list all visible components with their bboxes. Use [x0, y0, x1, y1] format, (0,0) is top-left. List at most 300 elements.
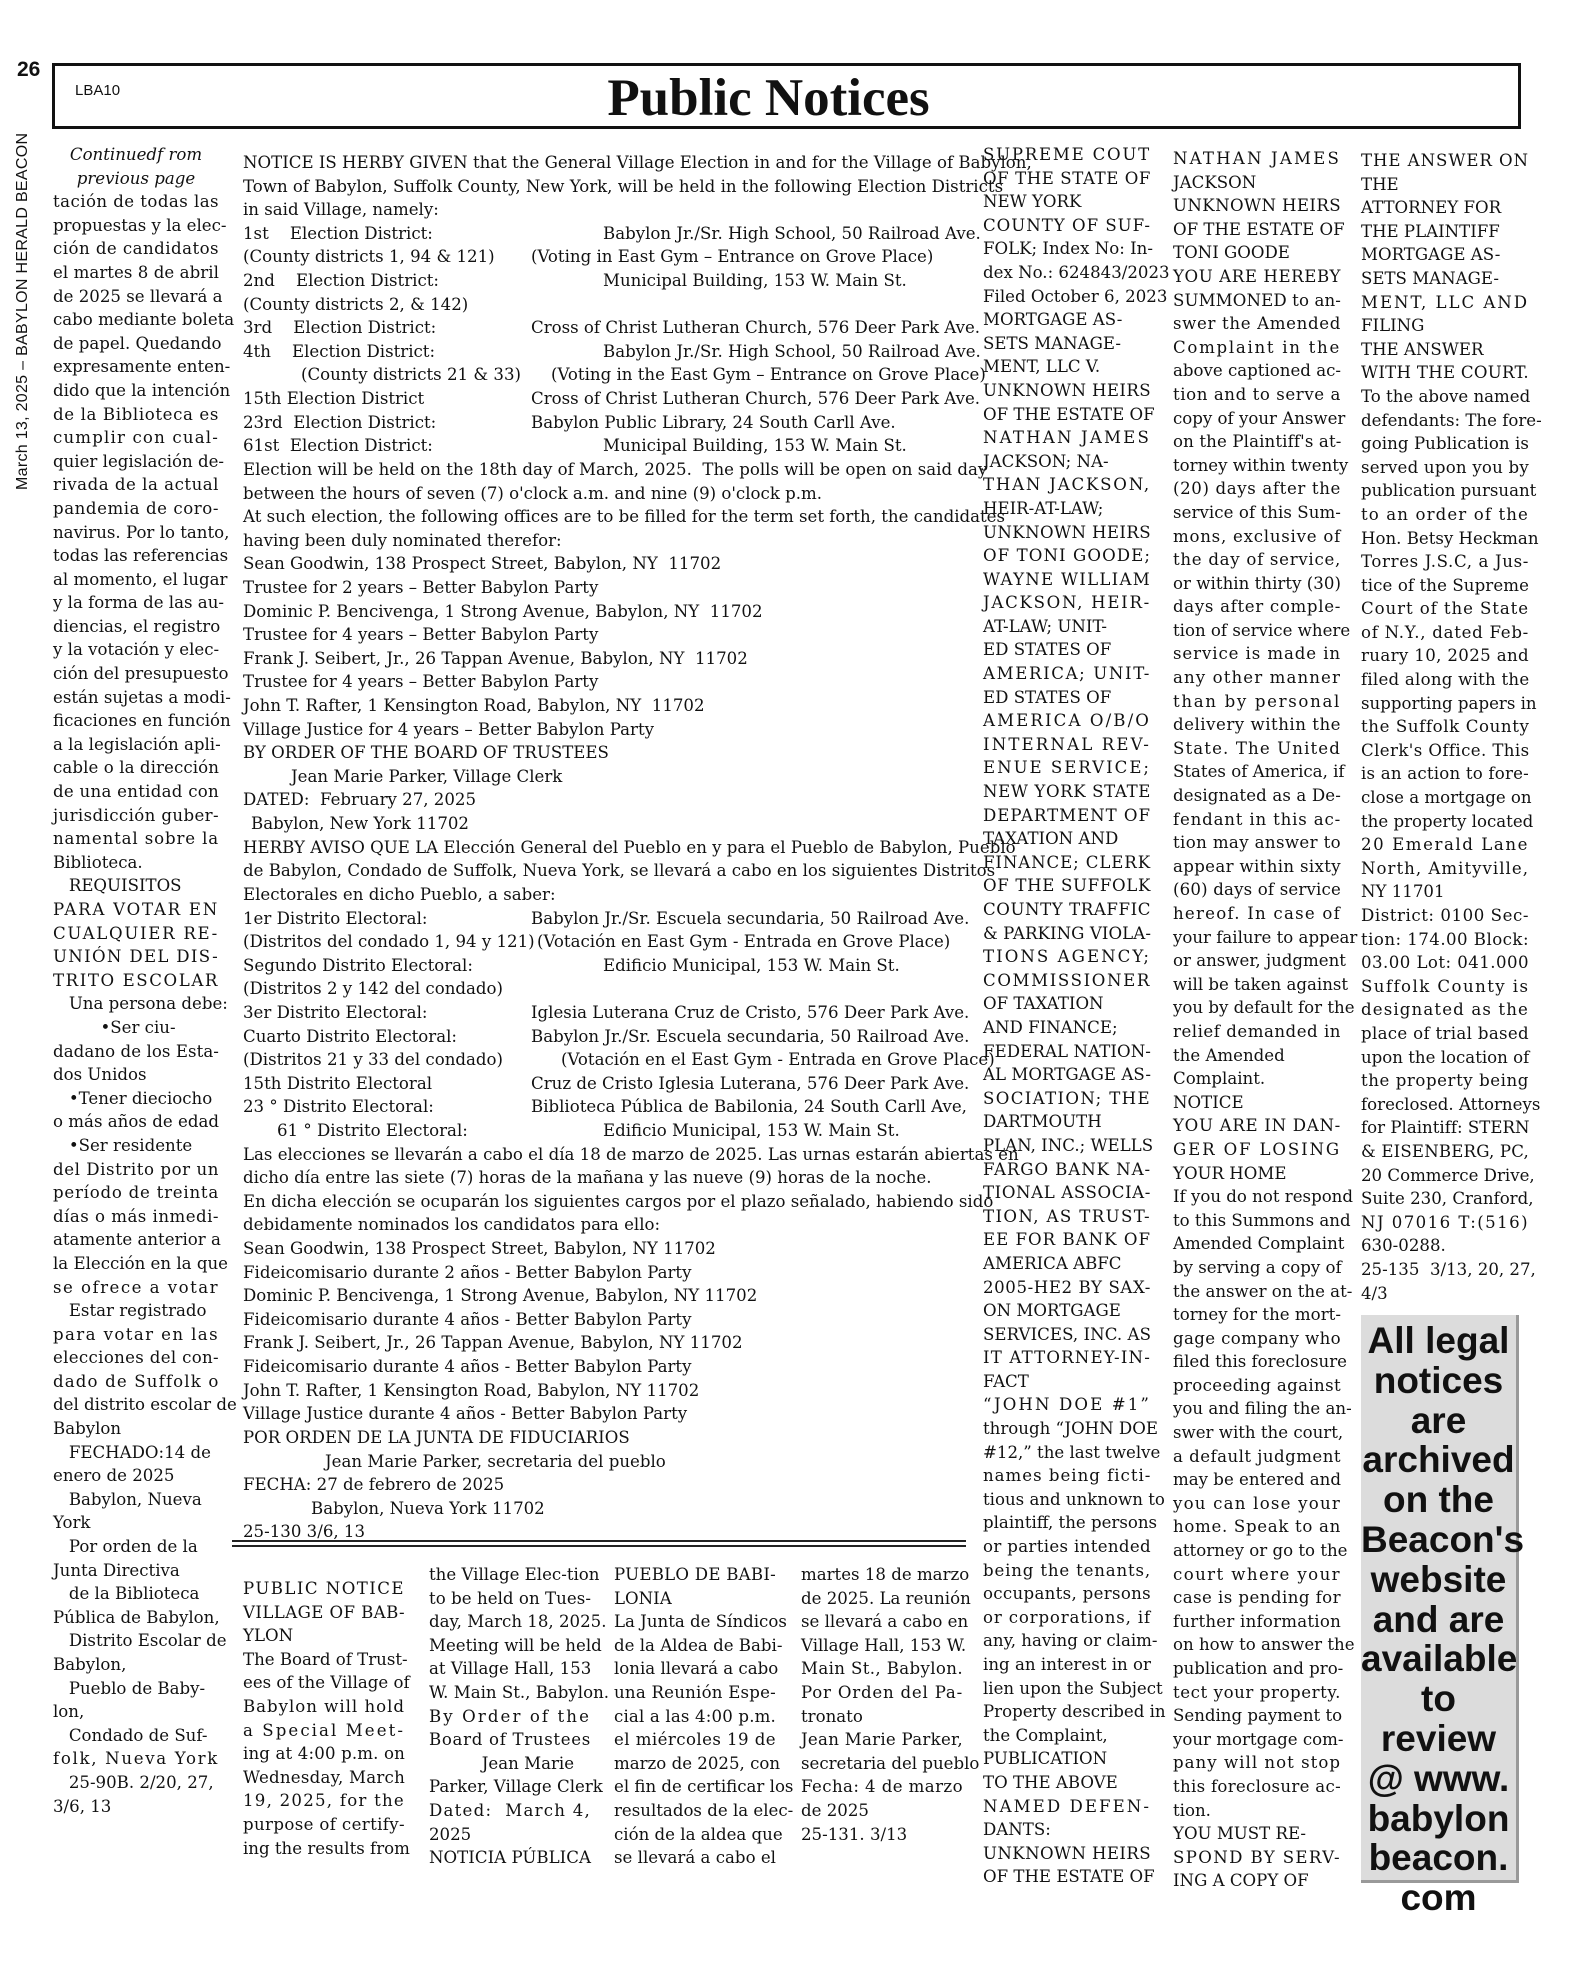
text-line: JACKSON, HEIR- — [983, 593, 1151, 613]
notice-text: Babylon Jr./Sr. Escuela secundaria, 50 Railroad Ave. — [531, 1026, 970, 1046]
text-line: 20 Commerce Drive, — [1361, 1165, 1535, 1185]
notice-line — [243, 694, 965, 718]
notice-line — [243, 1072, 970, 1096]
text-line: THE — [1361, 174, 1399, 194]
text-line: ficaciones en función — [53, 711, 231, 731]
notice-text: Babylon, Nueva York 11702 — [311, 1498, 545, 1518]
text-line: & EISENBERG, PC, — [1361, 1141, 1529, 1161]
text-line: tronato — [801, 1706, 863, 1726]
notice-text: 1st Election District: — [243, 223, 433, 243]
text-line: UNKNOWN HEIRS — [1173, 196, 1341, 216]
notice-line — [243, 1261, 965, 1285]
text-line: The Board of Trust- — [243, 1649, 408, 1669]
text-line: lonia llevará a cabo — [614, 1659, 779, 1679]
text-line: 3/6, 13 — [53, 1796, 112, 1816]
text-line: OF TAXATION — [983, 994, 1104, 1014]
text-line: elecciones del con- — [53, 1348, 219, 1368]
notice-text: (County districts 2, & 142) — [243, 294, 469, 314]
notice-line — [243, 1001, 970, 1025]
text-line: Suite 230, Cranford, — [1361, 1189, 1534, 1209]
text-line: plaintiff, the persons — [983, 1513, 1158, 1533]
text-line: Babylon, — [53, 1655, 127, 1674]
text-line: attorney or go to the — [1173, 1541, 1348, 1561]
notice-text: En dicha elección se ocuparán los siguientes cargos por el plazo señalado, habiendo sido — [243, 1191, 994, 1211]
text-line: propuestas y la elec- — [53, 215, 227, 235]
notice-line — [243, 1497, 965, 1521]
text-line: tious and unknown to — [983, 1489, 1165, 1509]
text-line: se llevará a cabo en — [801, 1612, 969, 1632]
text-line: Jean Marie Parker, — [801, 1730, 963, 1750]
text-line: ing an interest in or — [983, 1655, 1151, 1674]
library-notice-column — [53, 143, 237, 1818]
text-line: Meeting will be held — [429, 1635, 602, 1655]
text-line: ING A COPY OF — [1173, 1871, 1309, 1891]
text-line: de la Biblioteca es — [53, 404, 219, 424]
text-line: the Village Elec-tion — [429, 1565, 600, 1584]
text-line: SUMMONED to an- — [1173, 290, 1341, 310]
page-number: 26 — [17, 58, 41, 81]
text-line: purpose of certify- — [243, 1814, 405, 1834]
text-line: NEW YORK STATE — [983, 782, 1151, 802]
text-line: Sending payment to — [1173, 1706, 1343, 1726]
notice-line — [243, 883, 965, 907]
text-line: Parker, Village Clerk — [429, 1777, 603, 1797]
text-line: relief demanded in — [1173, 1021, 1341, 1041]
text-line: DARTMOUTH — [983, 1112, 1102, 1132]
text-line: torney for the mort- — [1173, 1305, 1341, 1325]
text-line: Court of the State — [1361, 599, 1529, 619]
notice-text: Frank J. Seibert, Jr., 26 Tappan Avenue, Babylon, NY 11702 — [243, 648, 748, 668]
text-line: de la Aldea de Babi- — [614, 1635, 783, 1655]
text-line: publication pursuant — [1361, 481, 1537, 501]
notice-line — [243, 529, 965, 553]
text-line: for Plaintiff: STERN — [1361, 1118, 1530, 1138]
text-line: NATHAN JAMES — [983, 428, 1151, 448]
text-line: 4/3 — [1361, 1283, 1388, 1303]
text-line: publication and pro- — [1173, 1659, 1344, 1678]
text-line: Main St., Babylon. — [801, 1659, 963, 1679]
text-line: Clerk's Office. This — [1361, 740, 1530, 760]
text-line: PUBLIC NOTICE — [243, 1579, 405, 1598]
text-line: day, March 18, 2025. — [429, 1612, 607, 1632]
text-line: filed along with the — [1361, 670, 1530, 690]
text-line: tion. — [1173, 1800, 1211, 1820]
notice-line — [243, 1190, 994, 1214]
ad-text-line: babylon — [1367, 1797, 1510, 1839]
ad-text-line: are — [1410, 1399, 1467, 1441]
text-line: a Special Meet- — [243, 1720, 405, 1740]
text-line: de una entidad con — [53, 782, 219, 802]
notice-text: 15th Election District — [243, 389, 425, 409]
notice-text: 2nd Election District: — [243, 271, 440, 291]
text-line: TIONS AGENCY; — [983, 947, 1151, 967]
text-line: enero de 2025 — [53, 1466, 175, 1486]
text-line: HEIR-AT-LAW; — [983, 498, 1104, 518]
text-line: SETS MANAGE- — [1361, 268, 1499, 288]
text-line: la Elección en la que — [53, 1253, 228, 1273]
text-line: DANTS: — [983, 1820, 1051, 1840]
text-line: todas las referencias — [53, 546, 229, 566]
text-line: supporting papers in — [1361, 693, 1537, 713]
ad-text-line: on the — [1383, 1479, 1494, 1521]
notice-text: debidamente nominados los candidatos para ello: — [243, 1215, 661, 1235]
text-line: Junta Directiva — [53, 1560, 180, 1580]
text-line: tion of service where — [1173, 620, 1351, 640]
text-line: designated as the — [1361, 1000, 1529, 1020]
notice-line — [243, 836, 1016, 860]
text-line: WAYNE WILLIAM — [983, 569, 1151, 589]
text-line: 2025 — [429, 1824, 472, 1844]
text-line: served upon you by — [1361, 457, 1529, 477]
notice-text: 25-130 3/6, 13 — [243, 1522, 366, 1542]
text-line: SOCIATION; THE — [983, 1088, 1151, 1108]
notice-text: (Distritos 2 y 142 del condado) — [243, 979, 503, 999]
text-line: Complaint. — [1173, 1069, 1266, 1089]
text-line: foreclosed. Attorneys — [1361, 1094, 1541, 1114]
text-line: this foreclosure ac- — [1173, 1776, 1341, 1796]
notice-text: (Distritos del condado 1, 94 y 121) — [243, 932, 535, 952]
text-line: copy of your Answer — [1173, 408, 1346, 428]
text-line: ED STATES OF — [983, 687, 1112, 707]
text-line: Board of Trustees — [429, 1730, 591, 1750]
ad-text-line: archived — [1362, 1439, 1515, 1481]
text-line: ing the results from — [243, 1838, 410, 1858]
notice-line — [243, 1308, 965, 1332]
text-line: to this Summons and — [1173, 1210, 1351, 1230]
text-line: appear within sixty — [1173, 856, 1341, 876]
text-line: further information — [1173, 1611, 1341, 1631]
ad-text-line: to review — [1380, 1678, 1497, 1759]
notice-line — [243, 198, 965, 222]
text-line: y la votación y elec- — [53, 640, 220, 660]
text-line: Fecha: 4 de marzo — [801, 1777, 963, 1797]
text-line: a la legislación apli- — [53, 734, 221, 754]
text-line: días o más inmedi- — [53, 1206, 219, 1226]
text-line: WITH THE COURT. — [1361, 363, 1529, 383]
text-line: & PARKING VIOLA- — [983, 923, 1151, 943]
text-line: FINANCE; CLERK — [983, 852, 1151, 872]
text-line: days after comple- — [1173, 597, 1341, 617]
notice-line — [243, 222, 981, 246]
text-line: By Order of the — [429, 1706, 591, 1726]
notice-line — [243, 387, 981, 411]
notice-text: 3er Distrito Electoral: — [243, 1002, 428, 1022]
text-line: dos Unidos — [53, 1065, 147, 1085]
notice-line — [243, 411, 965, 435]
notice-text: Sean Goodwin, 138 Prospect Street, Babylon, NY 11702 — [243, 1239, 716, 1259]
ad-text-line: notices — [1373, 1359, 1504, 1401]
text-line: or answer, judgment — [1173, 951, 1346, 971]
text-line: Babylon, Nueva — [53, 1489, 202, 1509]
text-line: •Ser ciu- — [53, 1017, 176, 1037]
notice-line — [243, 505, 1006, 529]
text-line: EE FOR BANK OF — [983, 1230, 1151, 1250]
text-line: ENUE SERVICE; — [983, 758, 1151, 778]
text-line: JACKSON; NA- — [983, 451, 1109, 471]
notice-line — [243, 576, 965, 600]
text-line: VILLAGE OF BAB- — [243, 1602, 405, 1622]
text-line: (60) days of service — [1173, 880, 1341, 900]
text-line: FEDERAL NATION- — [983, 1041, 1151, 1061]
notice-text: BY ORDER OF THE BOARD OF TRUSTEES — [243, 743, 609, 763]
text-line: REQUISITOS — [53, 876, 182, 896]
notice-line — [243, 1450, 965, 1474]
text-line: de papel. Quedando — [53, 333, 222, 353]
spanish-meeting-notice-column — [801, 1563, 980, 1846]
text-line: than by personal — [1173, 691, 1341, 711]
text-line: you can lose your — [1173, 1493, 1341, 1513]
text-line: el miércoles 19 de — [614, 1730, 776, 1750]
text-line: Pública de Babylon, — [53, 1607, 220, 1627]
text-line: resultados de la elec- — [614, 1800, 794, 1820]
notice-line — [243, 670, 965, 694]
text-line: tice of the Supreme — [1361, 575, 1529, 595]
text-line: any, having or claim- — [983, 1631, 1158, 1651]
text-line: dado de Suffolk o — [53, 1371, 220, 1391]
notice-line — [243, 1331, 965, 1355]
notice-line — [243, 552, 965, 576]
section-header — [52, 63, 1521, 129]
text-line: above captioned ac- — [1173, 361, 1341, 381]
notice-text: 61st Election District: — [243, 436, 433, 456]
text-line: upon the location of — [1361, 1047, 1530, 1067]
notice-text: Trustee for 4 years – Better Babylon Party — [243, 625, 599, 645]
text-line: COUNTY TRAFFIC — [983, 900, 1151, 919]
text-line: being the tenants, — [983, 1560, 1151, 1580]
text-line: FECHADO:14 de — [53, 1442, 211, 1462]
text-line: North, Amityville, — [1361, 858, 1529, 878]
text-line: defendants: The fore- — [1361, 410, 1542, 430]
text-line: FOLK; Index No: In- — [983, 239, 1153, 259]
text-line: tion may answer to — [1173, 833, 1341, 853]
text-line: AND FINANCE; — [983, 1017, 1118, 1037]
text-line: 25-135 3/13, 20, 27, — [1361, 1259, 1536, 1279]
notice-text: Las elecciones se llevarán a cabo el día 18 de marzo de 2025. Las urnas estarán abiertas en — [243, 1144, 1019, 1164]
text-line: TION, AS TRUST- — [983, 1206, 1151, 1226]
text-line: Biblioteca. — [53, 852, 143, 872]
text-line: AT-LAW; UNIT- — [983, 616, 1108, 636]
text-line: ción del presupuesto — [53, 664, 229, 684]
text-line: going Publication is — [1361, 434, 1529, 454]
text-line: se llevará a cabo el — [614, 1848, 776, 1868]
text-line: COUNTY OF SUF- — [983, 215, 1151, 235]
text-line: ción de la aldea que — [614, 1824, 783, 1844]
text-line: cabo mediante boleta — [53, 310, 235, 330]
text-line: 25-90B. 2/20, 27, — [53, 1772, 214, 1792]
notice-text: Electorales en dicho Pueblo, a saber: — [243, 884, 556, 904]
notice-line — [243, 1213, 965, 1237]
text-line: NJ 07016 T:(516) — [1361, 1212, 1529, 1232]
notice-line — [243, 907, 970, 931]
text-line: NY 11701 — [1361, 882, 1445, 902]
text-line: Estar registrado — [53, 1301, 207, 1321]
notice-text: POR ORDEN DE LA JUNTA DE FIDUCIARIOS — [243, 1427, 630, 1447]
text-line: IT ATTORNEY-IN- — [983, 1348, 1151, 1368]
text-line: ED STATES OF — [983, 640, 1112, 660]
text-line: the Suffolk County — [1361, 717, 1530, 737]
text-line: AL MORTGAGE AS- — [983, 1065, 1151, 1085]
text-line: de 2025 — [801, 1800, 869, 1820]
text-line: de la Biblioteca — [53, 1584, 200, 1604]
text-line: MENT, LLC AND — [1361, 292, 1529, 312]
text-line: service is made in — [1173, 644, 1341, 664]
notice-text: (Voting in the East Gym – Entrance on Grove Place) — [551, 365, 986, 385]
text-line: PLAN, INC.; WELLS — [983, 1135, 1154, 1155]
text-line: States of America, if — [1173, 762, 1345, 782]
notice-line — [243, 316, 981, 340]
text-line: the day of service, — [1173, 550, 1341, 570]
text-line: tación de todas las — [53, 192, 219, 212]
notice-line — [243, 1025, 970, 1049]
ad-text-line: All legal — [1367, 1320, 1510, 1361]
text-line: dex No.: 624843/2023 — [983, 262, 1170, 282]
text-line: service of this Sum- — [1173, 502, 1341, 522]
notice-text: Segundo Distrito Electoral: — [243, 955, 473, 975]
notice-line — [243, 623, 965, 647]
text-line: 25-131. 3/13 — [801, 1824, 908, 1844]
notice-text: 1er Distrito Electoral: — [243, 908, 428, 928]
notice-text: Iglesia Luterana Cruz de Cristo, 576 Deer Park Ave. — [531, 1002, 970, 1022]
notice-text: NOTICE IS HERBY GIVEN that the General Village Election in and for the Village of Babylon, — [243, 153, 1032, 172]
text-line: Amended Complaint — [1173, 1234, 1345, 1254]
text-line: torney within twenty — [1173, 455, 1349, 475]
text-line: court where your — [1173, 1564, 1341, 1584]
text-line: NEW YORK — [983, 192, 1082, 212]
text-line: ees of the Village of — [243, 1673, 410, 1693]
notice-line — [243, 954, 965, 978]
text-line: ruary 10, 2025 and — [1361, 646, 1529, 666]
notice-text: de Babylon, Condado de Suffolk, Nueva York, se llevará a cabo en los siguientes Distritos — [243, 861, 996, 881]
text-line: TO THE ABOVE — [983, 1772, 1118, 1792]
text-line: (20) days after the — [1173, 479, 1341, 499]
text-line: •Ser residente — [53, 1135, 193, 1155]
text-line: YOU MUST RE- — [1173, 1824, 1307, 1844]
text-line: cable o la dirección — [53, 758, 219, 778]
notice-text: HERBY AVISO QUE LA Elección General del Pueblo en y para el Pueblo de Babylon, Pueblo — [243, 837, 1016, 857]
text-line: dido que la intención — [53, 380, 231, 400]
notice-line — [243, 859, 996, 883]
notice-text: between the hours of seven (7) o'clock a.m. and nine (9) o'clock p.m. — [243, 483, 823, 503]
text-line: mons, exclusive of — [1173, 526, 1341, 546]
notice-line — [243, 1284, 965, 1308]
notice-line — [243, 269, 965, 293]
text-line: del Distrito por un — [53, 1159, 219, 1179]
notice-text: 4th Election District: — [243, 341, 436, 361]
text-line: PARA VOTAR EN — [53, 900, 219, 919]
text-line: cumplir con cual- — [53, 428, 219, 448]
special-meeting-notice-column — [243, 1577, 410, 1860]
text-line: rivada de la actual — [53, 475, 219, 495]
text-line: designated as a De- — [1173, 786, 1341, 806]
text-line: to be held on Tues- — [429, 1588, 591, 1608]
text-line: atamente anterior a — [53, 1230, 221, 1250]
notice-line — [243, 1379, 965, 1403]
text-line: •Tener dieciocho — [53, 1088, 213, 1108]
text-line: Pueblo de Baby- — [53, 1678, 206, 1698]
notice-text: Election will be held on the 18th day of March, 2025. The polls will be open on said day — [243, 459, 988, 479]
notice-text: Edificio Municipal, 153 W. Main St. — [603, 955, 900, 975]
text-line: OF THE ESTATE OF — [1173, 219, 1345, 239]
text-line: namental sobre la — [53, 829, 219, 849]
notice-text: Dominic P. Bencivenga, 1 Strong Avenue, Babylon, NY 11702 — [243, 1286, 758, 1306]
notice-text: Trustee for 4 years – Better Babylon Party — [243, 672, 599, 692]
text-line: the answer on the at- — [1173, 1281, 1353, 1301]
text-line: Condado de Suf- — [53, 1725, 208, 1745]
text-line: MORTGAGE AS- — [983, 310, 1123, 330]
text-line: swer the Amended — [1173, 314, 1341, 334]
notice-text: Dominic P. Bencivenga, 1 Strong Avenue, Babylon, NY 11702 — [243, 601, 763, 621]
text-line: Complaint in the — [1173, 337, 1341, 357]
text-line: tect your property. — [1173, 1682, 1341, 1702]
text-line: District: 0100 Sec- — [1361, 906, 1529, 925]
text-line: will be taken against — [1173, 974, 1349, 994]
text-line: through “JOHN DOE — [983, 1419, 1158, 1439]
text-line: CUALQUIER RE- — [53, 923, 219, 943]
text-line: Por orden de la — [53, 1537, 198, 1557]
text-line: OF THE SUFFOLK — [983, 876, 1151, 896]
ad-text-line: available — [1361, 1638, 1518, 1680]
notice-line — [243, 363, 986, 387]
text-line: ing at 4:00 p.m. on — [243, 1744, 405, 1764]
text-line: COMMISSIONER — [983, 970, 1151, 990]
text-line: INTERNAL REV- — [983, 734, 1151, 754]
text-line: NOTICE — [1173, 1092, 1244, 1112]
notice-text: Babylon Jr./Sr. High School, 50 Railroad Ave. — [603, 223, 981, 243]
notice-text: Fideicomisario durante 2 años - Better Babylon Party — [243, 1262, 692, 1282]
text-line: pany will not stop — [1173, 1753, 1341, 1773]
text-line: Hon. Betsy Heckman — [1361, 528, 1539, 548]
notice-text: John T. Rafter, 1 Kensington Road, Babylon, NY 11702 — [243, 1380, 700, 1400]
text-line: navirus. Por lo tanto, — [53, 522, 230, 542]
notice-text: Babylon Jr./Sr. High School, 50 Railroad Ave. — [603, 341, 981, 361]
text-line: to an order of the — [1361, 504, 1529, 524]
text-line: occupants, persons — [983, 1584, 1151, 1604]
text-line: martes 18 de marzo — [801, 1565, 970, 1584]
text-line: NOTICIA PÚBLICA — [429, 1848, 591, 1868]
notice-line — [243, 1119, 965, 1143]
text-line: dadano de los Esta- — [53, 1041, 219, 1061]
text-line: tion: 174.00 Block: — [1361, 929, 1529, 949]
notice-text: Babylon Jr./Sr. Escuela secundaria, 50 Railroad Ave. — [531, 908, 970, 928]
text-line: swer with the court, — [1173, 1423, 1344, 1443]
text-line: 20 Emerald Lane — [1361, 835, 1529, 855]
text-line: lien upon the Subject — [983, 1678, 1163, 1698]
notice-line — [243, 647, 965, 671]
text-line: THE ANSWER ON — [1361, 151, 1529, 170]
text-line: Distrito Escolar de — [53, 1631, 227, 1651]
text-line: Village Hall, 153 W. — [801, 1635, 967, 1655]
text-line: W. Main St., Babylon. — [429, 1682, 610, 1702]
notice-text: Edificio Municipal, 153 W. Main St. — [603, 1120, 900, 1140]
notice-text: Frank J. Seibert, Jr., 26 Tappan Avenue, Babylon, NY 11702 — [243, 1333, 743, 1353]
text-line: expresamente enten- — [53, 357, 231, 377]
notice-line — [243, 930, 965, 954]
text-line: del distrito escolar de — [53, 1395, 237, 1415]
text-line: PUBLICATION — [983, 1749, 1108, 1769]
notice-text: Babylon Public Library, 24 South Carll Ave. — [531, 412, 896, 432]
text-line: Continuedf rom — [69, 145, 203, 164]
text-line: cial a las 4:00 p.m. — [614, 1706, 776, 1726]
text-line: York — [53, 1513, 91, 1533]
notice-line — [243, 293, 965, 317]
text-line: 2005-HE2 BY SAX- — [983, 1277, 1151, 1297]
notice-text: Trustee for 2 years – Better Babylon Party — [243, 577, 599, 597]
text-line: AMERICA; UNIT- — [983, 664, 1151, 684]
notice-text: (County districts 21 & 33) — [301, 365, 521, 385]
special-meeting-notice-column — [429, 1563, 610, 1870]
notice-text: Cruz de Cristo Iglesia Luterana, 576 Deer Park Ave. — [531, 1073, 970, 1093]
ad-text-line: and are — [1372, 1598, 1505, 1640]
